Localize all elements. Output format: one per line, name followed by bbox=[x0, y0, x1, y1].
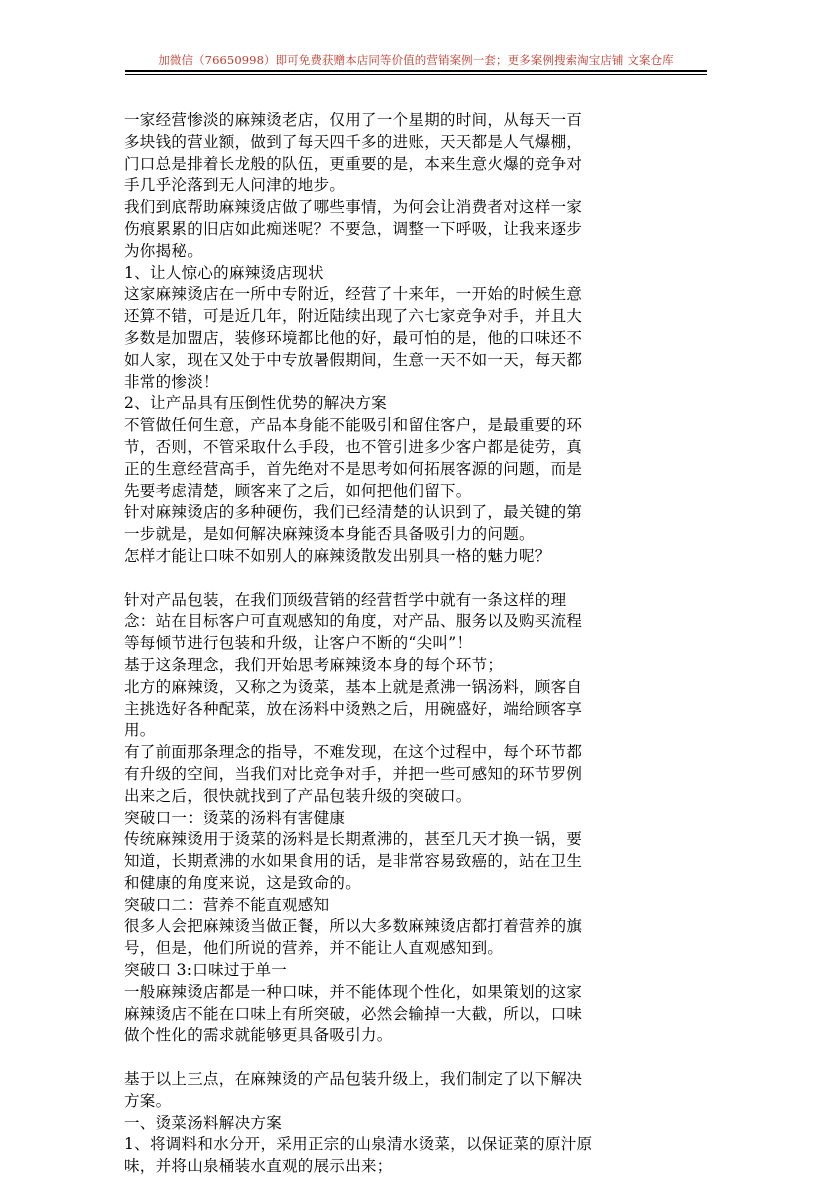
article-body bbox=[124, 110, 596, 1178]
section-heading-1: 1、让人惊心的麻辣烫店现状 bbox=[124, 263, 324, 282]
paragraph-flavor: 一般麻辣烫店都是一种口味，并不能体现个性化，如果策划的这家麻辣烫店不能在口味上有所突破，必然会输掉一大截，所以，口味做个性化的需求就能够更具备吸引力。 bbox=[124, 982, 583, 1045]
breakthrough-heading-1: 突破口一：烫菜的汤料有害健康 bbox=[124, 808, 346, 827]
paragraph-solution-step-1: 1、将调料和水分开，采用正宗的山泉清水烫菜，以保证菜的原汁原味，并将山泉桶装水直观的展示出来； bbox=[124, 1135, 593, 1176]
paragraph-product-importance: 不管做任何生意，产品本身能不能吸引和留住客户，是最重要的环节，否则，不管采取什么手段，也不管引进多少客户都是徒劳，真正的生意经营高手，首先绝对不是思考如何拓展客源的问题，而是先要考虑清楚，顾客来了之后，如何把他们留下。 bbox=[124, 416, 583, 500]
paragraph-nutrition: 很多人会把麻辣烫当做正餐，所以大多数麻辣烫店都打着营养的旗号，但是，他们所说的营养，并不能让人直观感知到。 bbox=[124, 917, 583, 958]
paragraph-status: 这家麻辣烫店在一所中专附近，经营了十来年，一开始的时候生意还算不错，可是近几年，附近陆续出现了六七家竞争对手，并且大多数是加盟店，装修环境都比他的好，最可怕的是，他的口味还不如人家，现在又处于中专放暑假期间，生意一天不如一天，每天都非常的惨淡！ bbox=[124, 285, 583, 391]
paragraph-solutions-intro: 基于以上三点，在麻辣烫的产品包装升级上，我们制定了以下解决方案。 bbox=[124, 1070, 583, 1110]
breakthrough-heading-3: 突破口 3:口味过于单一 bbox=[124, 961, 288, 980]
solution-heading-1: 一、烫菜汤料解决方案 bbox=[124, 1113, 283, 1132]
header-rule-thin bbox=[125, 74, 707, 75]
page-header-promo: 加微信（76650998）即可免费获赠本店同等价值的营销案例一套；更多案例搜索淘宝店铺 文案仓库 bbox=[158, 53, 674, 67]
paragraph-upgrade-space: 有了前面那条理念的指导，不难发现，在这个过程中，每个环节都有升级的空间，当我们对比竞争对手，并把一些可感知的环节罗例出来之后，很快就找到了产品包装升级的突破口。 bbox=[124, 743, 583, 805]
paragraph-based-on-idea: 基于这条理念，我们开始思考麻辣烫本身的每个环节； bbox=[124, 655, 504, 674]
paragraph-first-step: 针对麻辣烫店的多种硬伤，我们已经清楚的认识到了，最关键的第一步就是，是如何解决麻辣烫本身能否具备吸引力的问题。 bbox=[124, 503, 583, 544]
paragraph-northern-malatang: 北方的麻辣烫，又称之为烫菜，基本上就是煮沸一锅汤料，顾客自主挑选好各种配菜，放在汤料中烫熟之后，用碗盛好，端给顾客享用。 bbox=[124, 677, 583, 740]
blank-line bbox=[124, 1047, 596, 1069]
paragraph-intro: 一家经营惨淡的麻辣烫老店，仅用了一个星期的时间，从每天一百多块钱的营业额，做到了每天四千多的进账，天天都是人气爆棚，门口总是排着长龙般的队伍，更重要的是，本来生意火爆的竞争对手几乎沦落到无人问津的地步。 bbox=[124, 111, 583, 195]
header-rule-thick bbox=[125, 70, 707, 72]
paragraph-question: 我们到底帮助麻辣烫店做了哪些事情，为何会让消费者对这样一家伤痕累累的旧店如此痴迷呢？不要急，调整一下呼吸，让我来逐步为你揭秘。 bbox=[124, 198, 583, 260]
breakthrough-heading-2: 突破口二：营养不能直观感知 bbox=[124, 895, 330, 914]
paragraph-how-to: 怎样才能让口味不如别人的麻辣烫散发出别具一格的魅力呢？ bbox=[124, 546, 551, 565]
paragraph-packaging-philosophy: 针对产品包装，在我们顶级营销的经营哲学中就有一条这样的理念：站在目标客户可直观感知的角度，对产品、服务以及购买流程等每倾节进行包装和升级，让客户不断的“尖叫”！ bbox=[124, 590, 583, 653]
paragraph-broth-health: 传统麻辣烫用于烫菜的汤料是长期煮沸的，甚至几天才换一锅，要知道，长期煮沸的水如果食用的话，是非常容易致癌的，站在卫生和健康的角度来说，这是致命的。 bbox=[124, 830, 583, 892]
section-heading-2: 2、让产品具有压倒性优势的解决方案 bbox=[124, 394, 387, 413]
blank-line bbox=[124, 568, 596, 590]
